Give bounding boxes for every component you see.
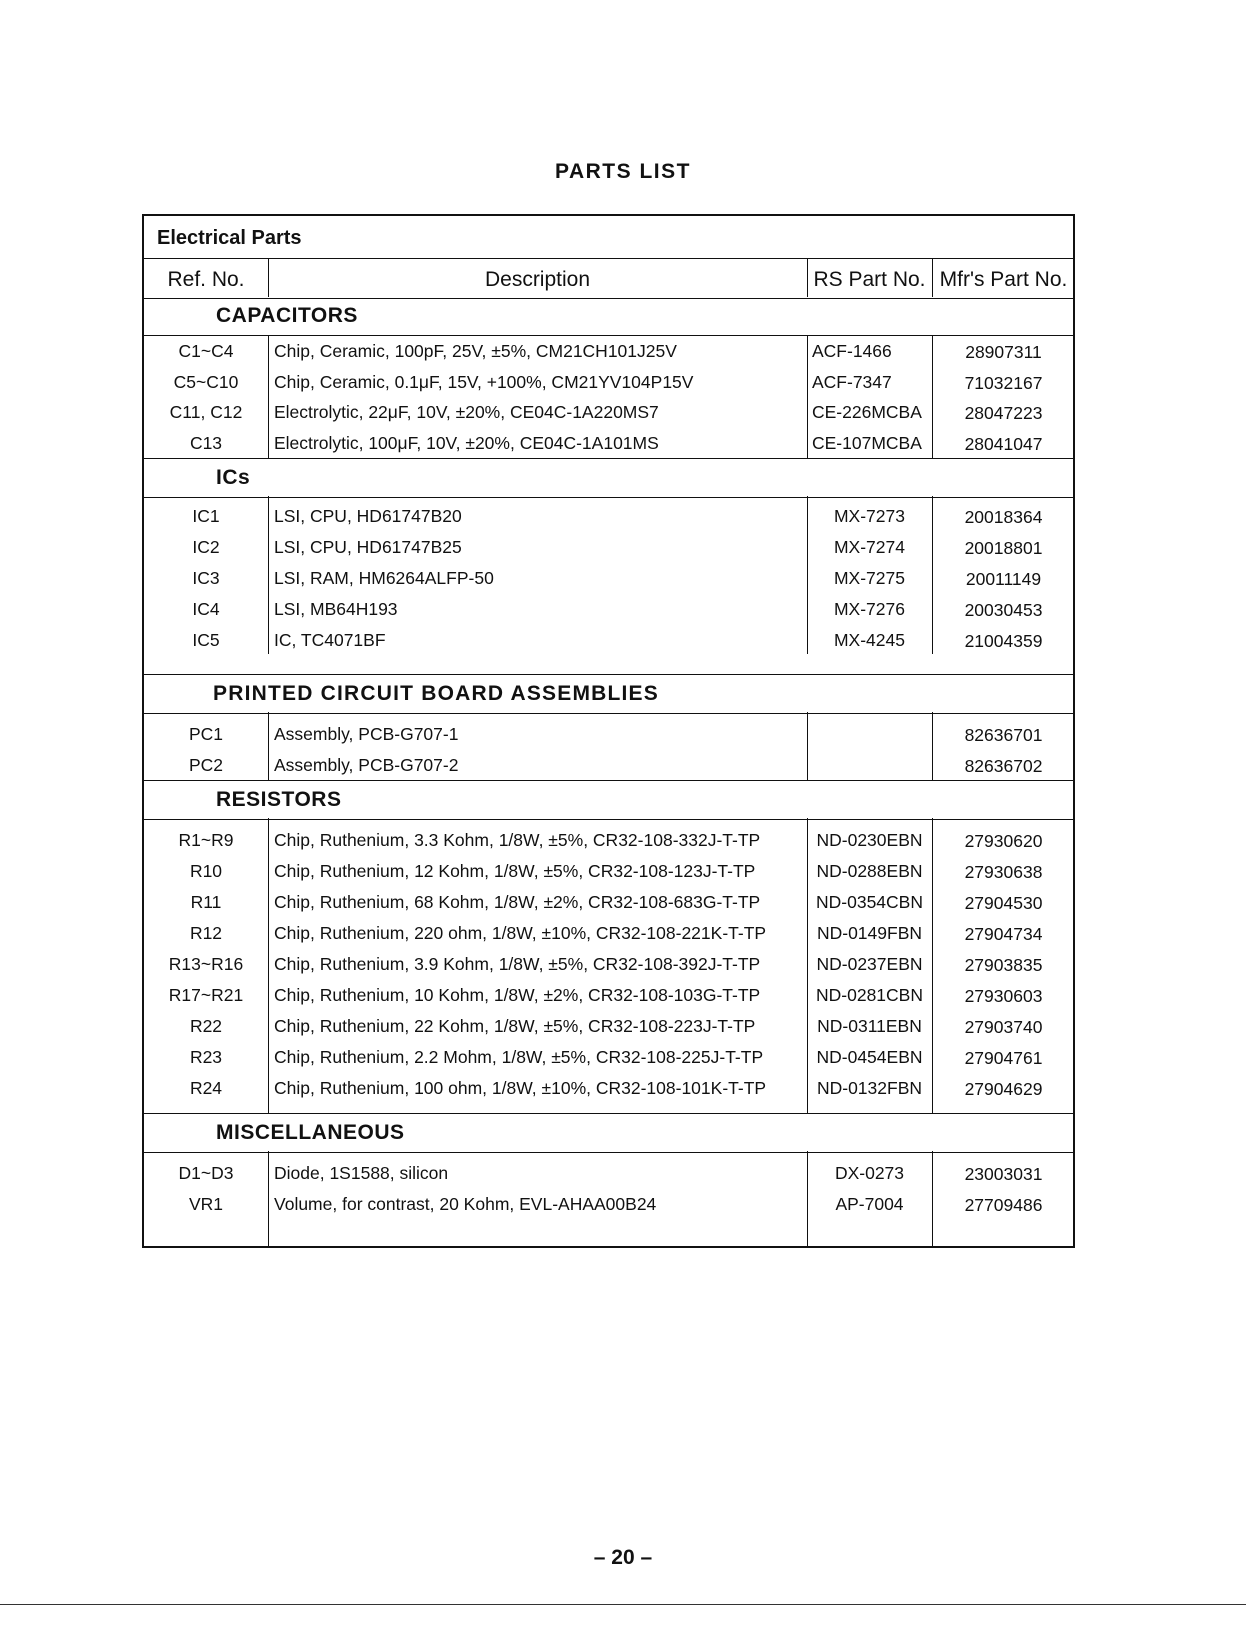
rs-part-no: CE-107MCBA: [812, 433, 922, 453]
mfr-part-no: 27903835: [964, 955, 1043, 975]
ref-no: PC1: [188, 724, 224, 744]
column-header-rs-part: RS Part No.: [813, 268, 926, 291]
column-header-row: [144, 258, 1073, 299]
ref-no: PC2: [188, 755, 224, 775]
rs-part-no: ND-0288EBN: [816, 861, 923, 881]
table-row: [144, 1042, 1073, 1073]
ref-no: C13: [189, 433, 223, 453]
rs-part-no: MX-7274: [833, 537, 905, 557]
table-row: [144, 825, 1073, 856]
ref-no: R23: [189, 1047, 223, 1067]
mfr-part-no: 27904734: [964, 924, 1043, 944]
ref-no: C5~C10: [173, 372, 239, 392]
mfr-part-no: 20018364: [964, 507, 1043, 527]
mfr-part-no: 27904761: [964, 1048, 1043, 1068]
table-row: [144, 336, 1073, 367]
column-header-description: Description: [484, 268, 591, 291]
table-row: [144, 1158, 1073, 1189]
rs-part-no: MX-4245: [833, 630, 905, 650]
section-title: PRINTED CIRCUIT BOARD ASSEMBLIES: [213, 682, 659, 705]
mfr-part-no: 71032167: [964, 373, 1043, 393]
table-row: [144, 501, 1073, 532]
table-row: [144, 719, 1073, 750]
ref-no: IC4: [192, 599, 220, 619]
mfr-part-no: 20011149: [965, 569, 1042, 589]
ref-no: R1~R9: [178, 830, 234, 850]
section-title: ICs: [216, 466, 251, 489]
page-title: PARTS LIST: [555, 160, 691, 183]
description: Chip, Ceramic, 0.1μF, 15V, +100%, CM21YV104P15V: [274, 372, 694, 392]
ref-no: IC2: [192, 537, 220, 557]
rs-part-no: ACF-1466: [812, 341, 892, 361]
rs-part-no: CE-226MCBA: [812, 402, 922, 422]
ref-no: R24: [189, 1078, 223, 1098]
mfr-part-no: 28041047: [964, 434, 1043, 454]
section-header-capacitors: [144, 297, 1073, 336]
table-row: [144, 532, 1073, 563]
description: Electrolytic, 22μF, 10V, ±20%, CE04C-1A220MS7: [274, 402, 659, 422]
rs-part-no: ND-0354CBN: [816, 892, 923, 912]
description: Chip, Ruthenium, 22 Kohm, 1/8W, ±5%, CR32-108-223J-T-TP: [274, 1016, 756, 1036]
table-row: [144, 1011, 1073, 1042]
description: Assembly, PCB-G707-2: [274, 755, 459, 775]
description: Chip, Ruthenium, 3.3 Kohm, 1/8W, ±5%, CR32-108-332J-T-TP: [274, 830, 761, 850]
description: Diode, 1S1588, silicon: [274, 1163, 449, 1183]
table-row: [144, 918, 1073, 949]
description: Chip, Ruthenium, 220 ohm, 1/8W, ±10%, CR32-108-221K-T-TP: [274, 923, 767, 943]
ref-no: R12: [189, 923, 223, 943]
rs-part-no: MX-7273: [833, 506, 905, 526]
mfr-part-no: 20030453: [964, 600, 1043, 620]
table-row: [144, 625, 1073, 656]
page-number: – 20 –: [593, 1546, 653, 1569]
rs-part-no: ND-0149FBN: [816, 923, 923, 943]
description: Assembly, PCB-G707-1: [274, 724, 459, 744]
description: LSI, CPU, HD61747B20: [274, 506, 462, 526]
section-title: MISCELLANEOUS: [216, 1121, 405, 1144]
mfr-part-no: 82636701: [964, 725, 1043, 745]
description: Chip, Ceramic, 100pF, 25V, ±5%, CM21CH101J25V: [274, 341, 677, 361]
mfr-part-no: 27904530: [964, 893, 1043, 913]
rs-part-no: DX-0273: [834, 1163, 905, 1183]
rs-part-no: MX-7276: [833, 599, 905, 619]
mfr-part-no: 28907311: [965, 342, 1042, 362]
mfr-part-no: 27709486: [964, 1195, 1043, 1215]
column-divider: [932, 258, 933, 297]
mfr-part-no: 27930638: [964, 862, 1043, 882]
rs-part-no: ND-0311EBN: [817, 1016, 922, 1036]
ref-no: C1~C4: [178, 341, 234, 361]
table-row: [144, 428, 1073, 459]
mfr-part-no: 27930603: [964, 986, 1043, 1006]
mfr-part-no: 23003031: [964, 1164, 1043, 1184]
column-header-mfr-part: Mfr's Part No.: [939, 268, 1068, 291]
ref-no: IC1: [192, 506, 220, 526]
table-title-bar: [144, 216, 1073, 258]
ref-no: IC5: [192, 630, 220, 650]
table-row: [144, 1189, 1073, 1220]
bottom-rule: [0, 1604, 1246, 1605]
rs-part-no: ACF-7347: [812, 372, 892, 392]
table-row: [144, 856, 1073, 887]
column-divider: [807, 258, 808, 297]
ref-no: R11: [190, 892, 222, 912]
ref-no: VR1: [188, 1194, 224, 1214]
rs-part-no: ND-0281CBN: [816, 985, 923, 1005]
section-header-pcb-assemblies: [144, 674, 1073, 714]
description: Electrolytic, 100μF, 10V, ±20%, CE04C-1A101MS: [274, 433, 659, 453]
description: Chip, Ruthenium, 68 Kohm, 1/8W, ±2%, CR32-108-683G-T-TP: [274, 892, 761, 912]
rs-part-no: MX-7275: [833, 568, 905, 588]
section-title: CAPACITORS: [216, 304, 358, 327]
mfr-part-no: 21004359: [964, 631, 1043, 651]
description: LSI, RAM, HM6264ALFP-50: [274, 568, 494, 588]
section-title: RESISTORS: [216, 788, 342, 811]
parts-table: [142, 214, 1075, 1248]
table-title: Electrical Parts: [157, 227, 302, 249]
description: IC, TC4071BF: [274, 630, 386, 650]
description: Volume, for contrast, 20 Kohm, EVL-AHAA00B24: [274, 1194, 657, 1214]
ref-no: R22: [189, 1016, 223, 1036]
ref-no: R13~R16: [168, 954, 244, 974]
mfr-part-no: 20018801: [964, 538, 1043, 558]
table-row: [144, 594, 1073, 625]
column-header-ref: Ref. No.: [167, 268, 245, 291]
table-row: [144, 949, 1073, 980]
table-row: [144, 397, 1073, 428]
ref-no: IC3: [192, 568, 220, 588]
ref-no: R10: [189, 861, 223, 881]
mfr-part-no: 27904629: [964, 1079, 1043, 1099]
mfr-part-no: 28047223: [964, 403, 1043, 423]
column-divider: [268, 258, 269, 297]
ref-no: D1~D3: [178, 1163, 234, 1183]
description: Chip, Ruthenium, 2.2 Mohm, 1/8W, ±5%, CR32-108-225J-T-TP: [274, 1047, 764, 1067]
rs-part-no: ND-0132FBN: [816, 1078, 923, 1098]
description: Chip, Ruthenium, 3.9 Kohm, 1/8W, ±5%, CR32-108-392J-T-TP: [274, 954, 761, 974]
mfr-part-no: 27903740: [964, 1017, 1043, 1037]
mfr-part-no: 27930620: [964, 831, 1043, 851]
mfr-part-no: 82636702: [964, 756, 1043, 776]
rs-part-no: ND-0230EBN: [816, 830, 923, 850]
ref-no: C11, C12: [169, 402, 243, 422]
section-header-ics: [144, 458, 1073, 498]
description: LSI, MB64H193: [274, 599, 398, 619]
description: Chip, Ruthenium, 100 ohm, 1/8W, ±10%, CR32-108-101K-T-TP: [274, 1078, 767, 1098]
description: Chip, Ruthenium, 10 Kohm, 1/8W, ±2%, CR32-108-103G-T-TP: [274, 985, 761, 1005]
section-header-resistors: [144, 780, 1073, 820]
table-row: [144, 750, 1073, 781]
ref-no: R17~R21: [168, 985, 244, 1005]
table-row: [144, 367, 1073, 398]
table-row: [144, 563, 1073, 594]
rs-part-no: ND-0454EBN: [816, 1047, 923, 1067]
description: LSI, CPU, HD61747B25: [274, 537, 462, 557]
section-header-miscellaneous: [144, 1113, 1073, 1153]
description: Chip, Ruthenium, 12 Kohm, 1/8W, ±5%, CR32-108-123J-T-TP: [274, 861, 756, 881]
table-row: [144, 1073, 1073, 1104]
table-row: [144, 887, 1073, 918]
table-row: [144, 980, 1073, 1011]
rs-part-no: AP-7004: [835, 1194, 904, 1214]
rs-part-no: ND-0237EBN: [816, 954, 923, 974]
